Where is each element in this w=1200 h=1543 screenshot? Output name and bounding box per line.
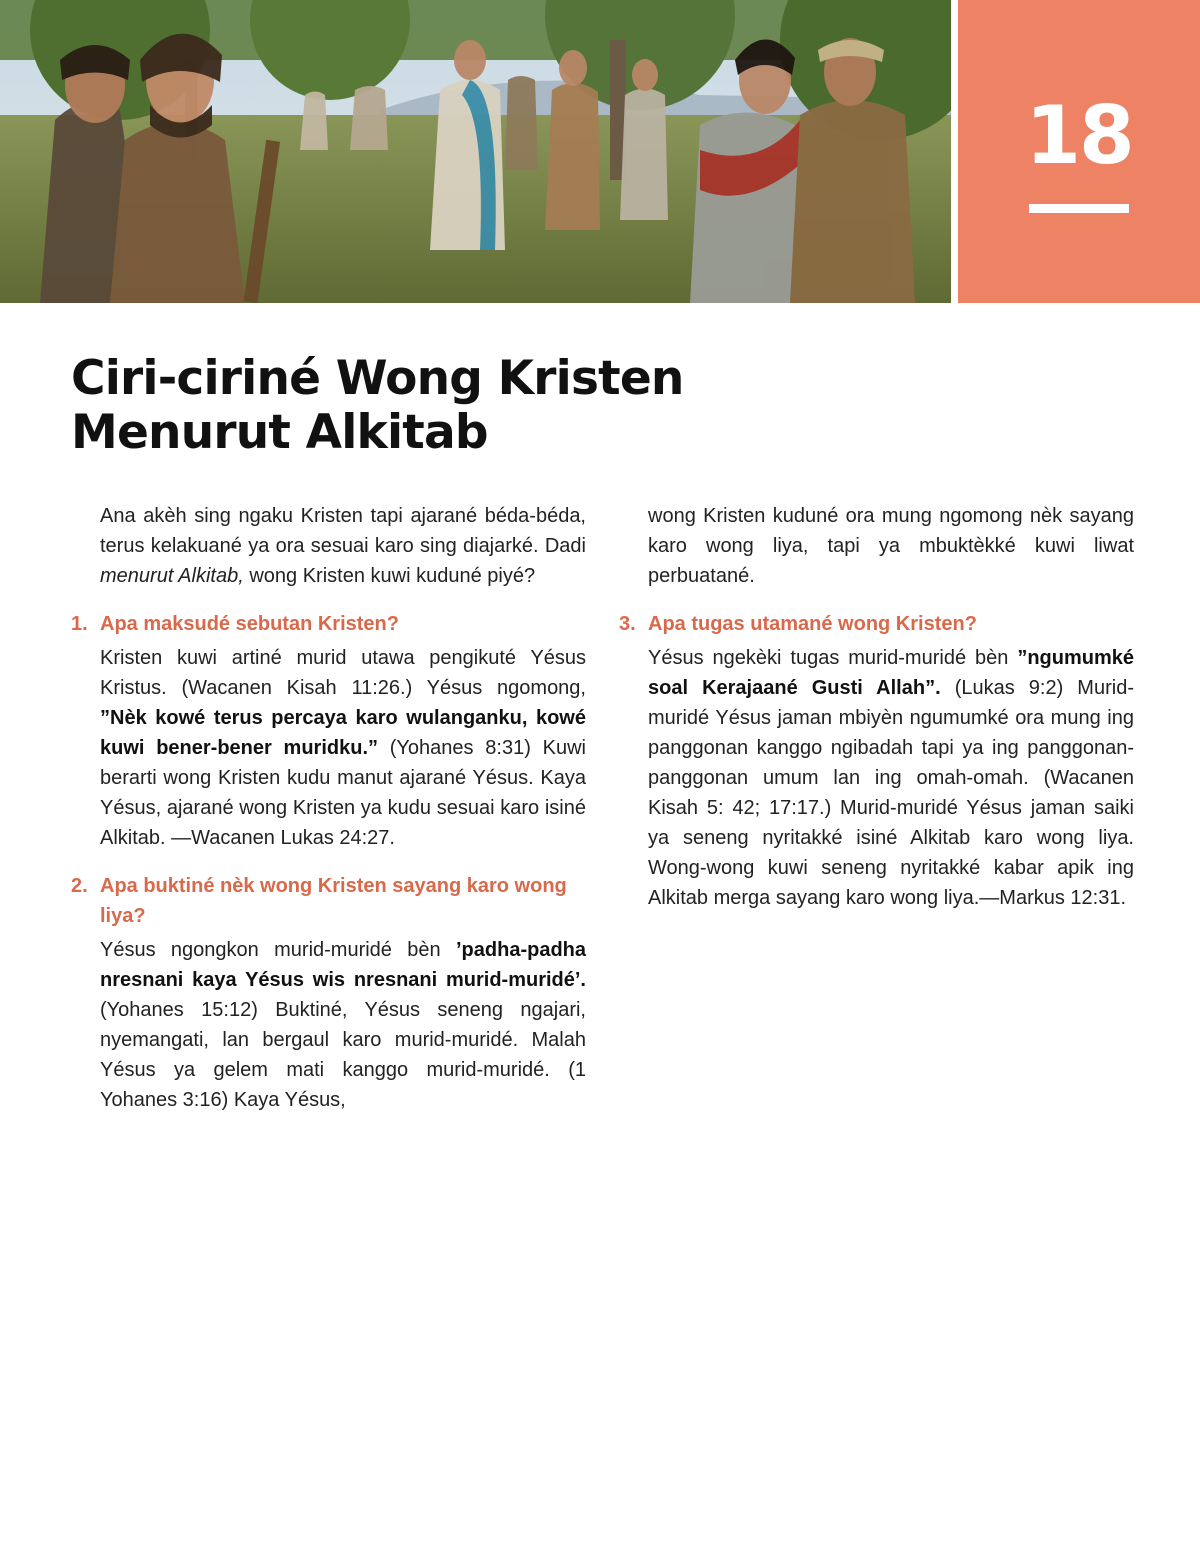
header-image — [0, 0, 951, 303]
question-1-heading — [71, 609, 586, 639]
question-1-number: 1. — [71, 613, 88, 635]
title-line-1: Ciri-ciriné Wong Kristen — [71, 351, 684, 406]
intro-text-3: wong Kristen kuwi kuduné piyé? — [243, 565, 536, 587]
question-2-number: 2. — [71, 875, 88, 897]
lesson-number: 18 — [1025, 89, 1133, 182]
answer-2-continued: wong Kristen kuduné ora mung ngomong nèk sayang karo wong liya, tapi ya mbuktèkké kuwi liwat perbuatané. — [648, 505, 1134, 587]
question-2-text: Apa buktiné nèk wong Kristen sayang karo wong liya? — [100, 875, 567, 927]
lesson-number-box — [958, 0, 1200, 303]
answer-1-text-1: Kristen kuwi artiné murid utawa pengikuté Yésus Kristus. (Wacanen Kisah 11:26.) Yésus ngomong, — [100, 647, 586, 699]
question-2-heading — [71, 871, 586, 931]
intro-paragraph — [71, 501, 586, 591]
intro-text-1: Ana akèh sing ngaku Kristen tapi ajarané béda-béda, terus kelakuané ya ora sesuai karo sing diajarké. Dadi — [100, 505, 586, 557]
answer-2-bold-quote: ’padha-padha nresnani kaya Yésus wis nresnani murid-muridé’. — [100, 939, 586, 991]
answer-2-text-1: Yésus ngongkon murid-muridé bèn — [100, 939, 456, 961]
question-3-text: Apa tugas utamané wong Kristen? — [648, 613, 977, 635]
left-column — [71, 501, 586, 1115]
answer-3-text-1: Yésus ngekèki tugas murid-muridé bèn — [648, 647, 1018, 669]
right-column — [619, 501, 1134, 913]
title-line-2: Menurut Alkitab — [71, 405, 488, 460]
intro-text-italic: menurut Alkitab, — [100, 565, 244, 587]
answer-3-bold-quote: ”ngumumké soal Kerajaané Gusti Allah”. — [648, 647, 1134, 699]
disciples-walking-illustration — [0, 0, 951, 303]
answer-1-text-2: (Yohanes 8:31) Kuwi berarti wong Kristen kudu manut ajarané Yésus. Kaya Yésus, ajarané wong Kristen ya kudu sesuai karo isiné Alkitab. —Wacanen Lukas 24:27. — [100, 737, 587, 849]
answer-3-paragraph — [619, 643, 1134, 913]
answer-3-text-2: (Lukas 9:2) Murid-muridé Yésus jaman mbiyèn ngumumké ora mung ing panggonan kanggo ngibadah tapi ya ing panggonan-panggonan umum lan ing omah-omah. (Wacanen Kisah 5: 42; 17:17.) Murid-muridé Yésus jaman saiki ya seneng nyritakké isiné Alkitab karo wong liya. Wong-wong kuwi seneng nyritakké kabar apik ing Alkitab merga sayang karo wong liya.—Markus 12:31. — [648, 677, 1134, 909]
answer-2-text-2: (Yohanes 15:12) Buktiné, Yésus seneng ngajari, nyemangati, lan bergaul karo murid-muridé. Malah Yésus ya gelem mati kanggo murid-muridé. (1 Yohanes 3:16) Kaya Yésus, — [100, 999, 586, 1111]
question-3-number: 3. — [619, 613, 636, 635]
question-3-heading — [619, 609, 1134, 639]
lesson-number-underline — [1029, 204, 1129, 213]
question-1-text: Apa maksudé sebutan Kristen? — [100, 613, 399, 635]
page-title — [71, 352, 771, 460]
answer-2-paragraph — [71, 935, 586, 1115]
answer-1-paragraph — [71, 643, 586, 853]
answer-1-bold-quote: ”Nèk kowé terus percaya karo wulanganku, kowé kuwi bener-bener muridku.” — [100, 707, 586, 759]
